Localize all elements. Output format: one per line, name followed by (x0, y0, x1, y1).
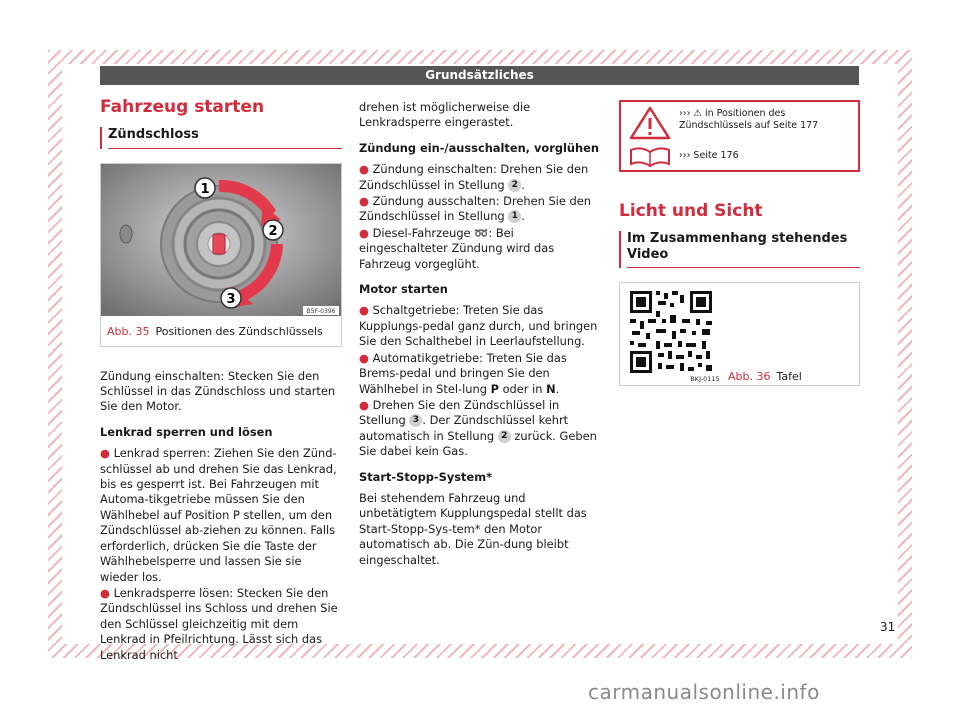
bullet-item: ● Zündung ausschalten: Drehen Sie den Zündschlüssel in Stellung 1 . (359, 194, 591, 224)
figure-caption (101, 320, 341, 345)
svg-text:2: 2 (268, 223, 278, 239)
figure-ignition (100, 163, 342, 347)
heading-zuendung: Zündung ein-/ausschalten, vorglühen (359, 140, 599, 155)
bullet-item: ● Diesel-Fahrzeuge ➿: Bei eingeschalteter Zündung wird das Fahrzeug vorgeglüht. (359, 225, 555, 271)
svg-text:B5F-0396: B5F-0396 (306, 307, 336, 315)
subsection-title-video: Im Zusammenhang stehendes Video (627, 231, 860, 268)
heading-lenkrad: Lenkrad sperren und lösen (100, 424, 273, 439)
warning-triangle-icon (631, 108, 669, 138)
intro-paragraph: Zündung einschalten: Stecken Sie den Schlüssel in das Zündschloss und starten Sie den Motor. (100, 368, 336, 414)
figure-caption-text: Tafel (776, 370, 802, 384)
section-title-licht: Licht und Sicht (619, 201, 763, 221)
subsection-wrap (619, 231, 860, 268)
heading-start-stopp: Start-Stopp-System* (359, 469, 493, 484)
figure-label: Abb. 36 (728, 370, 771, 384)
watermark: carmanualsonline.info (588, 680, 820, 704)
figure-label: Abb. 35 (107, 325, 150, 339)
column-right (619, 100, 860, 386)
start-stopp-paragraph: Bei stehendem Fahrzeug und unbetätigtem Kupplungspedal stellt das Start-Stopp-Sys-tem* den Motor automatisch ab. Die Zün-dung bleibt eingeschaltet. (359, 490, 587, 567)
figure-video (619, 282, 860, 386)
page-number: 31 (880, 620, 896, 634)
chapter-header: Grundsätzliches (100, 66, 859, 85)
figure-caption-text: Positionen des Zündschlüssels (155, 325, 323, 339)
subsection-title: Zündschloss (108, 127, 342, 148)
subsection-wrap (100, 127, 342, 148)
svg-text:3: 3 (226, 291, 236, 307)
bullet-item: ● Zündung einschalten: Drehen Sie den Zündschlüssel in Stellung 2 . (359, 162, 589, 192)
bullet-item: ● Drehen Sie den Zündschlüssel in Stellung 3 . Der Zündschlüssel kehrt automatisch in Stellung 2 zurück. Geben Sie dabei kein Gas. (359, 397, 597, 459)
bullet-item: ● Lenkrad sperren: Ziehen Sie den Zünd-schlüssel ab und drehen Sie das Lenkrad, bis es gesperrt ist. Bei Fahrzeugen mit Automa-tikgetriebe müssen Sie den Wählhebel auf Position P stellen, um den Zündschlüssel ab-ziehen zu können. Falls erforderlich, drücken Sie die Taste der Wählhebelsperre und lassen Sie sie wieder los. (100, 446, 337, 584)
bullet-item: ● Automatikgetriebe: Treten Sie das Brems-pedal und bringen Sie den Wählhebel in Stel-lung P oder in N. (359, 350, 567, 396)
section-title: Fahrzeug starten (100, 97, 265, 117)
warning-icons (625, 104, 675, 170)
warning-box (619, 100, 860, 172)
heading-motor: Motor starten (359, 282, 448, 297)
qr-code-icon (622, 285, 720, 383)
book-icon (631, 148, 669, 166)
ignition-illustration (101, 164, 341, 316)
figure-caption (728, 369, 802, 384)
bullet-item: ● Schaltgetriebe: Treten Sie das Kupplungs-pedal ganz durch, und bringen Sie den Schalthebel in Leerlaufstellung. (359, 303, 598, 349)
column-left (100, 97, 342, 664)
column-middle (359, 100, 601, 578)
continued-paragraph: drehen ist möglicherweise die Lenkradsperre eingerastet. (359, 100, 531, 130)
warning-ref-2[interactable]: ››› Seite 176 (679, 150, 739, 161)
svg-text:1: 1 (200, 181, 210, 197)
svg-text:BKJ-0115: BKJ-0115 (690, 375, 720, 384)
bullet-item: ● Lenkradsperre lösen: Stecken Sie den Zündschlüssel ins Schloss und drehen Sie den Schlüssel gleichzeitig mit dem Lenkrad in Pfeilrichtung. Lässt sich das Lenkrad nicht (100, 585, 338, 662)
warning-ref-1[interactable]: ››› ⚠ in Positionen des Zündschlüssels auf Seite 177 (679, 108, 819, 131)
